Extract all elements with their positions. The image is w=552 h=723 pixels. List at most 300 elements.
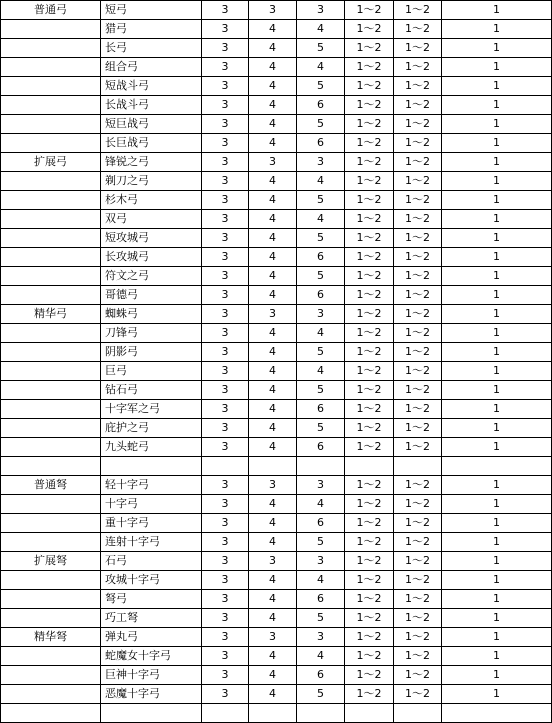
value-cell-3[interactable]: 5 <box>297 685 345 704</box>
value-cell-6[interactable]: 1 <box>442 39 552 58</box>
value-cell-6[interactable]: 1 <box>442 248 552 267</box>
weapon-name-cell[interactable]: 十字弓 <box>101 495 202 514</box>
value-cell-6[interactable]: 1 <box>442 343 552 362</box>
value-cell-3[interactable]: 4 <box>297 324 345 343</box>
range-cell-1[interactable]: 1～2 <box>345 533 394 552</box>
value-cell-6[interactable]: 1 <box>442 153 552 172</box>
value-cell-6[interactable]: 1 <box>442 172 552 191</box>
value-cell-2[interactable]: 4 <box>249 514 297 533</box>
range-cell-1[interactable]: 1～2 <box>345 343 394 362</box>
value-cell-3[interactable]: 4 <box>297 495 345 514</box>
weapon-name-cell[interactable]: 恶魔十字弓 <box>101 685 202 704</box>
range-cell-1[interactable]: 1～2 <box>345 628 394 647</box>
value-cell-1[interactable]: 3 <box>202 115 249 134</box>
range-cell-1[interactable]: 1～2 <box>345 571 394 590</box>
value-cell-2[interactable]: 3 <box>249 476 297 495</box>
range-cell-1[interactable] <box>345 457 394 476</box>
value-cell-2[interactable]: 4 <box>249 647 297 666</box>
range-cell-1[interactable]: 1～2 <box>345 286 394 305</box>
value-cell-3[interactable]: 4 <box>297 571 345 590</box>
weapon-name-cell[interactable]: 长攻城弓 <box>101 248 202 267</box>
value-cell-3[interactable]: 6 <box>297 134 345 153</box>
weapon-name-cell[interactable]: 钻石弓 <box>101 381 202 400</box>
range-cell-2[interactable]: 1～2 <box>394 647 442 666</box>
value-cell-3[interactable]: 3 <box>297 305 345 324</box>
range-cell-2[interactable]: 1～2 <box>394 533 442 552</box>
category-cell[interactable] <box>1 685 101 704</box>
value-cell-6[interactable] <box>442 704 552 723</box>
category-cell[interactable]: 扩展弩 <box>1 552 101 571</box>
weapon-name-cell[interactable]: 杉木弓 <box>101 191 202 210</box>
category-cell[interactable]: 精华弓 <box>1 305 101 324</box>
range-cell-2[interactable]: 1～2 <box>394 400 442 419</box>
value-cell-1[interactable]: 3 <box>202 58 249 77</box>
value-cell-6[interactable]: 1 <box>442 134 552 153</box>
weapon-name-cell[interactable]: 长巨战弓 <box>101 134 202 153</box>
category-cell[interactable] <box>1 571 101 590</box>
value-cell-2[interactable]: 4 <box>249 248 297 267</box>
range-cell-1[interactable]: 1～2 <box>345 115 394 134</box>
value-cell-6[interactable]: 1 <box>442 533 552 552</box>
weapon-name-cell[interactable]: 巧工弩 <box>101 609 202 628</box>
value-cell-2[interactable]: 4 <box>249 362 297 381</box>
value-cell-2[interactable]: 4 <box>249 438 297 457</box>
value-cell-1[interactable]: 3 <box>202 77 249 96</box>
value-cell-3[interactable]: 5 <box>297 533 345 552</box>
value-cell-1[interactable]: 3 <box>202 305 249 324</box>
weapon-name-cell[interactable]: 短战斗弓 <box>101 77 202 96</box>
value-cell-3[interactable]: 4 <box>297 172 345 191</box>
range-cell-2[interactable]: 1～2 <box>394 305 442 324</box>
value-cell-6[interactable]: 1 <box>442 20 552 39</box>
value-cell-2[interactable]: 3 <box>249 153 297 172</box>
value-cell-1[interactable]: 3 <box>202 400 249 419</box>
weapon-name-cell[interactable]: 哥德弓 <box>101 286 202 305</box>
category-cell[interactable] <box>1 96 101 115</box>
value-cell-1[interactable]: 3 <box>202 210 249 229</box>
value-cell-3[interactable]: 5 <box>297 39 345 58</box>
weapon-name-cell[interactable] <box>101 704 202 723</box>
weapon-name-cell[interactable]: 长弓 <box>101 39 202 58</box>
category-cell[interactable]: 普通弓 <box>1 1 101 20</box>
value-cell-6[interactable]: 1 <box>442 552 552 571</box>
range-cell-2[interactable]: 1～2 <box>394 58 442 77</box>
weapon-name-cell[interactable]: 连射十字弓 <box>101 533 202 552</box>
range-cell-1[interactable]: 1～2 <box>345 438 394 457</box>
value-cell-3[interactable]: 4 <box>297 210 345 229</box>
weapon-name-cell[interactable]: 刀锋弓 <box>101 324 202 343</box>
range-cell-1[interactable]: 1～2 <box>345 685 394 704</box>
value-cell-1[interactable]: 3 <box>202 666 249 685</box>
value-cell-2[interactable]: 4 <box>249 115 297 134</box>
weapon-name-cell[interactable]: 石弓 <box>101 552 202 571</box>
value-cell-1[interactable]: 3 <box>202 419 249 438</box>
category-cell[interactable] <box>1 248 101 267</box>
category-cell[interactable] <box>1 210 101 229</box>
range-cell-1[interactable]: 1～2 <box>345 1 394 20</box>
category-cell[interactable]: 普通弩 <box>1 476 101 495</box>
value-cell-3[interactable]: 5 <box>297 229 345 248</box>
value-cell-6[interactable]: 1 <box>442 590 552 609</box>
value-cell-6[interactable]: 1 <box>442 210 552 229</box>
value-cell-1[interactable]: 3 <box>202 590 249 609</box>
value-cell-1[interactable]: 3 <box>202 533 249 552</box>
range-cell-1[interactable]: 1～2 <box>345 134 394 153</box>
value-cell-3[interactable]: 5 <box>297 609 345 628</box>
range-cell-2[interactable] <box>394 457 442 476</box>
range-cell-2[interactable]: 1～2 <box>394 666 442 685</box>
range-cell-2[interactable]: 1～2 <box>394 571 442 590</box>
value-cell-3[interactable]: 6 <box>297 286 345 305</box>
range-cell-1[interactable]: 1～2 <box>345 58 394 77</box>
range-cell-1[interactable]: 1～2 <box>345 305 394 324</box>
range-cell-2[interactable]: 1～2 <box>394 343 442 362</box>
value-cell-3[interactable]: 3 <box>297 476 345 495</box>
value-cell-1[interactable]: 3 <box>202 552 249 571</box>
value-cell-6[interactable]: 1 <box>442 267 552 286</box>
range-cell-2[interactable]: 1～2 <box>394 96 442 115</box>
value-cell-6[interactable]: 1 <box>442 438 552 457</box>
value-cell-1[interactable]: 3 <box>202 685 249 704</box>
value-cell-1[interactable]: 3 <box>202 647 249 666</box>
range-cell-1[interactable]: 1～2 <box>345 362 394 381</box>
value-cell-1[interactable]: 3 <box>202 229 249 248</box>
value-cell-6[interactable]: 1 <box>442 1 552 20</box>
value-cell-2[interactable]: 4 <box>249 210 297 229</box>
value-cell-1[interactable] <box>202 457 249 476</box>
value-cell-6[interactable]: 1 <box>442 685 552 704</box>
value-cell-6[interactable]: 1 <box>442 324 552 343</box>
value-cell-2[interactable]: 4 <box>249 39 297 58</box>
range-cell-1[interactable]: 1～2 <box>345 77 394 96</box>
value-cell-3[interactable] <box>297 457 345 476</box>
category-cell[interactable] <box>1 362 101 381</box>
category-cell[interactable] <box>1 39 101 58</box>
range-cell-2[interactable]: 1～2 <box>394 172 442 191</box>
value-cell-2[interactable]: 4 <box>249 419 297 438</box>
range-cell-2[interactable] <box>394 704 442 723</box>
value-cell-6[interactable]: 1 <box>442 96 552 115</box>
category-cell[interactable] <box>1 267 101 286</box>
weapon-name-cell[interactable]: 长战斗弓 <box>101 96 202 115</box>
value-cell-6[interactable]: 1 <box>442 476 552 495</box>
range-cell-2[interactable]: 1～2 <box>394 381 442 400</box>
weapon-name-cell[interactable]: 弩弓 <box>101 590 202 609</box>
value-cell-3[interactable]: 4 <box>297 20 345 39</box>
weapon-name-cell[interactable]: 十字军之弓 <box>101 400 202 419</box>
value-cell-1[interactable]: 3 <box>202 134 249 153</box>
range-cell-2[interactable]: 1～2 <box>394 514 442 533</box>
value-cell-6[interactable]: 1 <box>442 495 552 514</box>
value-cell-3[interactable]: 5 <box>297 267 345 286</box>
value-cell-2[interactable]: 3 <box>249 552 297 571</box>
range-cell-1[interactable]: 1～2 <box>345 476 394 495</box>
value-cell-6[interactable]: 1 <box>442 115 552 134</box>
value-cell-6[interactable]: 1 <box>442 400 552 419</box>
value-cell-3[interactable]: 6 <box>297 514 345 533</box>
value-cell-1[interactable] <box>202 704 249 723</box>
weapon-name-cell[interactable]: 弹丸弓 <box>101 628 202 647</box>
value-cell-3[interactable]: 6 <box>297 400 345 419</box>
category-cell[interactable] <box>1 609 101 628</box>
weapon-name-cell[interactable]: 短弓 <box>101 1 202 20</box>
value-cell-1[interactable]: 3 <box>202 20 249 39</box>
value-cell-3[interactable]: 3 <box>297 628 345 647</box>
value-cell-6[interactable]: 1 <box>442 58 552 77</box>
category-cell[interactable] <box>1 457 101 476</box>
range-cell-1[interactable]: 1～2 <box>345 419 394 438</box>
weapon-name-cell[interactable]: 剃刀之弓 <box>101 172 202 191</box>
range-cell-2[interactable]: 1～2 <box>394 324 442 343</box>
value-cell-1[interactable]: 3 <box>202 362 249 381</box>
category-cell[interactable] <box>1 229 101 248</box>
value-cell-2[interactable] <box>249 704 297 723</box>
value-cell-1[interactable]: 3 <box>202 514 249 533</box>
range-cell-2[interactable]: 1～2 <box>394 153 442 172</box>
value-cell-6[interactable]: 1 <box>442 666 552 685</box>
value-cell-2[interactable]: 4 <box>249 495 297 514</box>
value-cell-2[interactable]: 4 <box>249 685 297 704</box>
value-cell-1[interactable]: 3 <box>202 476 249 495</box>
weapon-name-cell[interactable]: 阴影弓 <box>101 343 202 362</box>
range-cell-2[interactable]: 1～2 <box>394 438 442 457</box>
range-cell-1[interactable]: 1～2 <box>345 666 394 685</box>
value-cell-3[interactable]: 4 <box>297 362 345 381</box>
value-cell-1[interactable]: 3 <box>202 248 249 267</box>
range-cell-1[interactable]: 1～2 <box>345 267 394 286</box>
range-cell-1[interactable]: 1～2 <box>345 514 394 533</box>
category-cell[interactable] <box>1 115 101 134</box>
weapon-name-cell[interactable]: 攻城十字弓 <box>101 571 202 590</box>
value-cell-6[interactable] <box>442 457 552 476</box>
category-cell[interactable] <box>1 704 101 723</box>
category-cell[interactable] <box>1 286 101 305</box>
category-cell[interactable] <box>1 324 101 343</box>
value-cell-6[interactable]: 1 <box>442 514 552 533</box>
weapon-name-cell[interactable] <box>101 457 202 476</box>
value-cell-2[interactable]: 4 <box>249 381 297 400</box>
range-cell-1[interactable]: 1～2 <box>345 647 394 666</box>
range-cell-2[interactable]: 1～2 <box>394 495 442 514</box>
range-cell-1[interactable]: 1～2 <box>345 552 394 571</box>
category-cell[interactable] <box>1 495 101 514</box>
value-cell-2[interactable]: 4 <box>249 400 297 419</box>
range-cell-2[interactable]: 1～2 <box>394 115 442 134</box>
weapon-name-cell[interactable]: 符文之弓 <box>101 267 202 286</box>
range-cell-2[interactable]: 1～2 <box>394 1 442 20</box>
value-cell-3[interactable]: 3 <box>297 1 345 20</box>
value-cell-3[interactable]: 6 <box>297 666 345 685</box>
value-cell-3[interactable]: 5 <box>297 77 345 96</box>
category-cell[interactable] <box>1 343 101 362</box>
value-cell-2[interactable]: 4 <box>249 77 297 96</box>
value-cell-2[interactable]: 4 <box>249 343 297 362</box>
range-cell-2[interactable]: 1～2 <box>394 267 442 286</box>
category-cell[interactable] <box>1 77 101 96</box>
value-cell-2[interactable]: 3 <box>249 305 297 324</box>
value-cell-1[interactable]: 3 <box>202 381 249 400</box>
weapon-name-cell[interactable]: 猎弓 <box>101 20 202 39</box>
range-cell-1[interactable]: 1～2 <box>345 96 394 115</box>
weapon-name-cell[interactable]: 蜘蛛弓 <box>101 305 202 324</box>
value-cell-2[interactable]: 4 <box>249 609 297 628</box>
range-cell-1[interactable]: 1～2 <box>345 495 394 514</box>
value-cell-2[interactable]: 4 <box>249 191 297 210</box>
value-cell-3[interactable]: 3 <box>297 552 345 571</box>
weapon-name-cell[interactable]: 轻十字弓 <box>101 476 202 495</box>
value-cell-6[interactable]: 1 <box>442 362 552 381</box>
value-cell-3[interactable]: 6 <box>297 96 345 115</box>
value-cell-2[interactable]: 4 <box>249 96 297 115</box>
value-cell-1[interactable]: 3 <box>202 191 249 210</box>
range-cell-1[interactable]: 1～2 <box>345 172 394 191</box>
value-cell-2[interactable]: 4 <box>249 666 297 685</box>
value-cell-1[interactable]: 3 <box>202 267 249 286</box>
range-cell-1[interactable]: 1～2 <box>345 210 394 229</box>
value-cell-1[interactable]: 3 <box>202 172 249 191</box>
range-cell-2[interactable]: 1～2 <box>394 20 442 39</box>
value-cell-3[interactable]: 4 <box>297 58 345 77</box>
weapon-name-cell[interactable]: 重十字弓 <box>101 514 202 533</box>
value-cell-3[interactable]: 5 <box>297 343 345 362</box>
range-cell-1[interactable]: 1～2 <box>345 324 394 343</box>
range-cell-1[interactable]: 1～2 <box>345 153 394 172</box>
range-cell-1[interactable]: 1～2 <box>345 191 394 210</box>
category-cell[interactable]: 扩展弓 <box>1 153 101 172</box>
value-cell-6[interactable]: 1 <box>442 381 552 400</box>
value-cell-6[interactable]: 1 <box>442 628 552 647</box>
range-cell-1[interactable]: 1～2 <box>345 381 394 400</box>
range-cell-2[interactable]: 1～2 <box>394 229 442 248</box>
value-cell-6[interactable]: 1 <box>442 609 552 628</box>
value-cell-6[interactable]: 1 <box>442 419 552 438</box>
value-cell-1[interactable]: 3 <box>202 343 249 362</box>
category-cell[interactable] <box>1 58 101 77</box>
weapon-name-cell[interactable]: 巨神十字弓 <box>101 666 202 685</box>
range-cell-2[interactable]: 1～2 <box>394 134 442 153</box>
value-cell-1[interactable]: 3 <box>202 438 249 457</box>
value-cell-1[interactable]: 3 <box>202 153 249 172</box>
value-cell-2[interactable]: 4 <box>249 324 297 343</box>
range-cell-1[interactable]: 1～2 <box>345 609 394 628</box>
value-cell-3[interactable]: 6 <box>297 438 345 457</box>
value-cell-3[interactable]: 5 <box>297 419 345 438</box>
value-cell-2[interactable] <box>249 457 297 476</box>
value-cell-6[interactable]: 1 <box>442 286 552 305</box>
value-cell-2[interactable]: 4 <box>249 533 297 552</box>
value-cell-6[interactable]: 1 <box>442 571 552 590</box>
value-cell-1[interactable]: 3 <box>202 628 249 647</box>
range-cell-2[interactable]: 1～2 <box>394 77 442 96</box>
range-cell-2[interactable]: 1～2 <box>394 191 442 210</box>
range-cell-1[interactable] <box>345 704 394 723</box>
weapon-name-cell[interactable]: 巨弓 <box>101 362 202 381</box>
value-cell-6[interactable]: 1 <box>442 77 552 96</box>
value-cell-3[interactable]: 5 <box>297 115 345 134</box>
weapon-name-cell[interactable]: 双弓 <box>101 210 202 229</box>
value-cell-1[interactable]: 3 <box>202 495 249 514</box>
range-cell-2[interactable]: 1～2 <box>394 248 442 267</box>
weapon-name-cell[interactable]: 组合弓 <box>101 58 202 77</box>
range-cell-1[interactable]: 1～2 <box>345 39 394 58</box>
value-cell-3[interactable]: 5 <box>297 191 345 210</box>
value-cell-3[interactable] <box>297 704 345 723</box>
value-cell-2[interactable]: 4 <box>249 172 297 191</box>
value-cell-1[interactable]: 3 <box>202 571 249 590</box>
range-cell-2[interactable]: 1～2 <box>394 419 442 438</box>
weapon-name-cell[interactable]: 蛇魔女十字弓 <box>101 647 202 666</box>
category-cell[interactable] <box>1 20 101 39</box>
value-cell-1[interactable]: 3 <box>202 1 249 20</box>
range-cell-1[interactable]: 1～2 <box>345 229 394 248</box>
category-cell[interactable]: 精华弩 <box>1 628 101 647</box>
value-cell-2[interactable]: 3 <box>249 1 297 20</box>
range-cell-2[interactable]: 1～2 <box>394 476 442 495</box>
value-cell-1[interactable]: 3 <box>202 96 249 115</box>
category-cell[interactable] <box>1 438 101 457</box>
weapon-name-cell[interactable]: 九头蛇弓 <box>101 438 202 457</box>
value-cell-3[interactable]: 6 <box>297 590 345 609</box>
weapon-name-cell[interactable]: 锋锐之弓 <box>101 153 202 172</box>
value-cell-6[interactable]: 1 <box>442 647 552 666</box>
range-cell-2[interactable]: 1～2 <box>394 590 442 609</box>
category-cell[interactable] <box>1 590 101 609</box>
range-cell-1[interactable]: 1～2 <box>345 248 394 267</box>
value-cell-6[interactable]: 1 <box>442 191 552 210</box>
value-cell-6[interactable]: 1 <box>442 229 552 248</box>
value-cell-1[interactable]: 3 <box>202 324 249 343</box>
value-cell-2[interactable]: 4 <box>249 571 297 590</box>
weapon-name-cell[interactable]: 庇护之弓 <box>101 419 202 438</box>
value-cell-2[interactable]: 4 <box>249 58 297 77</box>
value-cell-1[interactable]: 3 <box>202 609 249 628</box>
range-cell-1[interactable]: 1～2 <box>345 400 394 419</box>
category-cell[interactable] <box>1 400 101 419</box>
range-cell-2[interactable]: 1～2 <box>394 210 442 229</box>
range-cell-2[interactable]: 1～2 <box>394 609 442 628</box>
range-cell-2[interactable]: 1～2 <box>394 685 442 704</box>
value-cell-2[interactable]: 4 <box>249 229 297 248</box>
category-cell[interactable] <box>1 381 101 400</box>
category-cell[interactable] <box>1 134 101 153</box>
range-cell-2[interactable]: 1～2 <box>394 39 442 58</box>
category-cell[interactable] <box>1 514 101 533</box>
range-cell-1[interactable]: 1～2 <box>345 20 394 39</box>
weapon-name-cell[interactable]: 短巨战弓 <box>101 115 202 134</box>
value-cell-2[interactable]: 4 <box>249 267 297 286</box>
value-cell-2[interactable]: 3 <box>249 628 297 647</box>
range-cell-1[interactable]: 1～2 <box>345 590 394 609</box>
category-cell[interactable] <box>1 419 101 438</box>
category-cell[interactable] <box>1 647 101 666</box>
value-cell-2[interactable]: 4 <box>249 20 297 39</box>
value-cell-2[interactable]: 4 <box>249 286 297 305</box>
value-cell-3[interactable]: 5 <box>297 381 345 400</box>
category-cell[interactable] <box>1 666 101 685</box>
weapon-name-cell[interactable]: 短攻城弓 <box>101 229 202 248</box>
value-cell-6[interactable]: 1 <box>442 305 552 324</box>
value-cell-1[interactable]: 3 <box>202 286 249 305</box>
value-cell-2[interactable]: 4 <box>249 590 297 609</box>
value-cell-1[interactable]: 3 <box>202 39 249 58</box>
value-cell-3[interactable]: 6 <box>297 248 345 267</box>
range-cell-2[interactable]: 1～2 <box>394 628 442 647</box>
category-cell[interactable] <box>1 533 101 552</box>
value-cell-3[interactable]: 4 <box>297 647 345 666</box>
value-cell-3[interactable]: 3 <box>297 153 345 172</box>
value-cell-2[interactable]: 4 <box>249 134 297 153</box>
range-cell-2[interactable]: 1～2 <box>394 362 442 381</box>
